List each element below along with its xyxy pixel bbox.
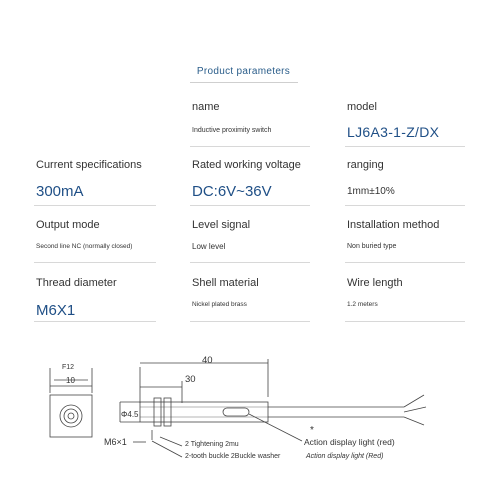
- divider: [345, 146, 465, 147]
- installation-value: Non buried type: [347, 243, 397, 250]
- voltage-label: Rated working voltage: [192, 159, 301, 171]
- divider: [190, 205, 310, 206]
- dim-30: 30: [185, 374, 196, 385]
- name-label: name: [192, 101, 220, 113]
- dim-40: 40: [202, 355, 213, 366]
- dim-phi45: Φ4.5: [121, 410, 139, 419]
- note-buckle: 2-tooth buckle 2Buckle washer: [185, 453, 281, 460]
- output-mode-label: Output mode: [36, 219, 100, 231]
- divider: [34, 262, 156, 263]
- level-signal-value: Low level: [192, 242, 226, 251]
- name-value: Inductive proximity switch: [192, 127, 272, 134]
- voltage-value: DC:6V~36V: [192, 183, 272, 200]
- wire-length-value: 1.2 meters: [347, 301, 378, 308]
- thread-diameter-value: M6X1: [36, 302, 76, 319]
- note-action: Action display light (red): [304, 437, 395, 447]
- installation-label: Installation method: [347, 219, 440, 231]
- dimension-drawing: [0, 345, 487, 488]
- level-signal-label: Level signal: [192, 219, 251, 231]
- output-mode-value: Second line NC (normally closed): [36, 243, 133, 250]
- title-underline: [190, 82, 298, 83]
- divider: [190, 321, 310, 322]
- end-view-hex: [50, 395, 92, 437]
- divider: [34, 205, 156, 206]
- dim-f12: F12: [62, 364, 75, 371]
- thread-diameter-label: Thread diameter: [36, 277, 117, 289]
- end-view-outer-circle: [60, 405, 82, 427]
- divider: [345, 321, 465, 322]
- asterisk-mark: *: [310, 425, 314, 436]
- wire-length-label: Wire length: [347, 277, 403, 289]
- model-label: model: [347, 101, 377, 113]
- note-tightening: 2 Tightening 2mu: [185, 441, 239, 448]
- divider: [345, 205, 465, 206]
- end-view-core: [68, 413, 74, 419]
- dim-10: 10: [66, 376, 75, 385]
- divider: [34, 321, 156, 322]
- model-value: LJ6A3-1-Z/DX: [347, 124, 440, 140]
- ranging-label: ranging: [347, 159, 384, 171]
- ranging-value: 1mm±10%: [347, 186, 395, 197]
- divider: [345, 262, 465, 263]
- current-spec-value: 300mA: [36, 183, 84, 200]
- divider: [190, 146, 310, 147]
- page-title: Product parameters: [196, 66, 291, 77]
- current-spec-label: Current specifications: [36, 159, 142, 171]
- shell-material-value: Nickel plated brass: [192, 301, 247, 308]
- divider: [190, 262, 310, 263]
- note-action-italic: Action display light (Red): [306, 453, 384, 460]
- led-window: [223, 408, 249, 416]
- dim-m6x1: M6×1: [104, 437, 127, 447]
- shell-material-label: Shell material: [192, 277, 259, 289]
- end-view-inner-circle: [64, 409, 78, 423]
